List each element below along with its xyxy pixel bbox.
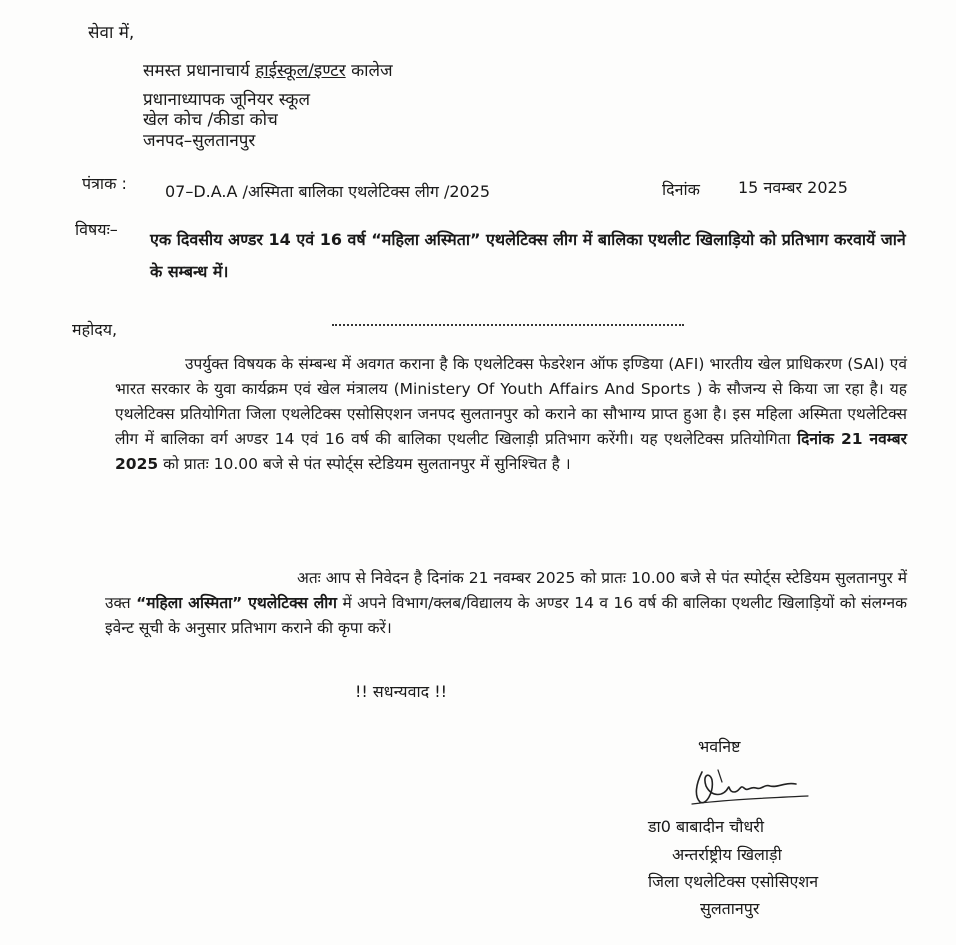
reference-number: 07–D.A.A /अस्मिता बालिका एथलेटिक्स लीग /2025	[165, 182, 491, 201]
address-line-district: जनपद–सुलतानपुर	[143, 131, 256, 151]
signatory-name: डा0 बाबादीन चौधरी	[648, 817, 764, 836]
date-value: 15 नवम्बर 2025	[738, 178, 848, 197]
signatory-organization: जिला एथलेटिक्स एसोसिएशन	[648, 872, 819, 891]
body-paragraph-2	[105, 566, 907, 641]
address-line-principals-post: कालेज	[345, 61, 393, 81]
para1-text-b: को प्रातः 10.00 बजे से पंत स्पोर्ट्स स्टेडियम सुलतानपुर में सुनिश्चित है ।	[158, 455, 571, 473]
thanks-line: !! सधन्यवाद !!	[355, 682, 448, 701]
salutation: महोदय,	[72, 320, 118, 339]
reference-label: पंत्राक :	[82, 174, 127, 193]
address-line-headmaster: प्रधानाध्यापक जूनियर स्कूल	[143, 90, 311, 110]
handwritten-signature	[684, 762, 814, 810]
signatory-place: सुलतानपुर	[700, 899, 760, 918]
para1-text-a: उपर्युक्त विषयक के संम्बन्ध में अवगत कराना है कि एथलेटिक्स फेडरेशन ऑफ इण्डिया (AFI) भारतीय खेल प्राधिकरण (SAI) एवं भारत सरकार के युवा कार्यक्रम एवं खेल मंत्रालय (Ministery Of Youth Affairs And Sports ) के सौजन्य से किया जा रहा है। यह एथलेटिक्स प्रतियोगिता जिला एथलेटिक्स एसोसिएशन जनपद सुलतानपुर को कराने का सौभाग्य प्राप्त हुआ है। इस महिला अस्मिता एथलेटिक्स लीग में बालिका वर्ग अण्डर 14 एवं 16 वर्ष की बालिका एथलीट खिलाड़ी प्रतिभाग करेंगी। यह एथलेटिक्स प्रतियोगिता	[115, 355, 907, 448]
address-line-principals-underlined: हाईस्कूल/इण्टर	[255, 61, 346, 81]
address-line-principals	[143, 58, 393, 81]
date-label: दिनांक	[662, 180, 700, 199]
closing-word: भवनिष्ट	[698, 737, 741, 756]
body-paragraph-1	[115, 352, 907, 477]
signatory-title: अन्तर्राष्ट्रीय खिलाड़ी	[672, 845, 782, 864]
address-line-principals-pre: समस्त प्रधानाचार्य	[143, 61, 256, 81]
address-greeting: सेवा में,	[88, 23, 135, 43]
para1-event-date: दिनांक 21 नवम्बर 2025	[115, 430, 907, 473]
dotted-divider	[332, 324, 684, 326]
address-line-coach: खेल कोच /कीडा कोच	[143, 110, 278, 130]
para2-league-name: “महिला अस्मिता” एथलेटिक्स लीग	[136, 594, 338, 612]
subject-label: विषयः–	[75, 220, 118, 239]
subject-text: एक दिवसीय अण्डर 14 एवं 16 वर्ष “महिला अस्मिता” एथलेटिक्स लीग में बालिका एथलीट खिलाड़ियो को प्रतिभाग करवायें जाने के सम्बन्ध में।	[150, 230, 906, 281]
para2-text-b: में अपने विभाग/क्लब/विद्यालय के अण्डर 14 व 16 वर्ष की बालिका एथलीट खिलाड़ियों को संलग्नक इवेन्ट सूची के अनुसार प्रतिभाग कराने की कृपा करें।	[105, 594, 907, 637]
para2-text-a: अतः आप से निवेदन है दिनांक 21 नवम्बर 2025 को प्रातः 10.00 बजे से पंत स्पोर्ट्स स्टेडियम सुलतानपुर में उक्त	[105, 569, 907, 612]
